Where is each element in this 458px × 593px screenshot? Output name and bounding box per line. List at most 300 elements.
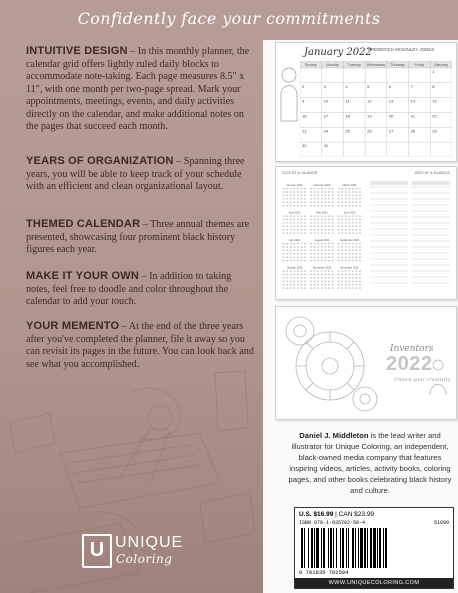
mini-day: [359, 281, 361, 282]
mini-day: [304, 216, 306, 217]
mini-day: [345, 195, 347, 196]
mini-day: [317, 284, 319, 285]
mini-day: [301, 229, 303, 230]
mini-day: [359, 260, 361, 261]
mini-day: [328, 222, 330, 223]
calendar-date: 29: [432, 128, 437, 134]
mini-day: [314, 253, 316, 254]
mini-day: [356, 229, 358, 230]
day-header-label: Saturday: [434, 63, 449, 67]
theme-year: 2022: [386, 353, 433, 375]
mini-day: [290, 277, 292, 278]
mini-day: [349, 281, 351, 282]
mini-day: [294, 257, 296, 258]
featured-figure-heading: FREDERICK MCKINLEY JONES: [368, 47, 435, 52]
mini-day: [301, 253, 303, 254]
mini-day: [328, 229, 330, 230]
barcode-bar: [336, 528, 337, 568]
mini-day: [328, 281, 330, 282]
isbn-line: [299, 520, 449, 526]
mini-day: [325, 253, 327, 254]
author-bio: [284, 430, 456, 496]
mini-day: [304, 195, 306, 196]
mini-day: [304, 274, 306, 275]
mini-day: [325, 202, 327, 203]
mini-day: [283, 219, 285, 220]
mini-month-title: May 2022: [316, 211, 328, 215]
mini-day: [352, 288, 354, 289]
mini-day: [349, 250, 351, 251]
mini-day: [321, 195, 323, 196]
mini-month-title: July 2022: [288, 239, 301, 242]
mini-day: [304, 271, 306, 272]
mini-day: [283, 281, 285, 282]
mini-day: [283, 202, 285, 203]
feature-years-of-organization: [26, 155, 254, 194]
mini-day: [341, 257, 343, 258]
mini-day: [341, 191, 343, 192]
mini-day: [359, 188, 361, 189]
mini-day: [328, 260, 330, 261]
mini-day: [325, 188, 327, 189]
mini-day: [310, 198, 312, 199]
mini-day: [286, 191, 288, 192]
mini-day: [314, 198, 316, 199]
calendar-date: 12: [367, 98, 372, 104]
mini-day: [283, 284, 285, 285]
mini-day: [314, 205, 316, 206]
mini-day: [349, 195, 351, 196]
mini-day: [359, 243, 361, 244]
mini-day: [356, 274, 358, 275]
mini-day: [297, 253, 299, 254]
mini-day: [338, 222, 340, 223]
mini-day: [290, 281, 292, 282]
barcode-bar: [323, 528, 325, 568]
mini-day: [332, 274, 334, 275]
mini-month-title: February 2022: [313, 184, 331, 187]
mini-calendars: [282, 183, 362, 293]
mini-day: [283, 198, 285, 199]
barcode-bar: [367, 528, 368, 568]
mini-day: [356, 226, 358, 227]
mini-day: [359, 191, 361, 192]
mini-day: [352, 274, 354, 275]
mini-day: [314, 188, 316, 189]
barcode-number: 9 781935 702504: [299, 569, 349, 576]
mini-day: [345, 191, 347, 192]
mini-day: [325, 260, 327, 261]
mini-day: [359, 195, 361, 196]
mini-day: [301, 243, 303, 244]
mini-day: [314, 288, 316, 289]
mini-day: [294, 284, 296, 285]
mini-day: [294, 188, 296, 189]
mini-day: [294, 233, 296, 234]
mini-day: [301, 219, 303, 220]
calendar-date: 6: [388, 83, 392, 89]
mini-day: [304, 205, 306, 206]
mini-day: [310, 284, 312, 285]
mini-day: [356, 277, 358, 278]
mini-day: [345, 271, 347, 272]
mini-day: [314, 271, 316, 272]
price-us: U.S. $16.99: [299, 511, 334, 518]
mini-day: [352, 202, 354, 203]
mini-day: [310, 233, 312, 234]
price-ca: CAN $23.99: [338, 511, 375, 518]
mini-day: [341, 198, 343, 199]
mini-day: [297, 202, 299, 203]
mini-day: [338, 277, 340, 278]
calendar-date: 24: [323, 128, 329, 134]
mini-day: [352, 195, 354, 196]
mini-day: [338, 271, 340, 272]
author-name: Daniel J. Middleton: [299, 431, 369, 440]
mini-day: [332, 198, 334, 199]
mini-day: [359, 257, 361, 258]
barcode-bar: [340, 528, 341, 568]
mini-day: [290, 222, 292, 223]
mini-day: [359, 277, 361, 278]
mini-day: [349, 219, 351, 220]
mini-day: [283, 226, 285, 227]
mini-day: [314, 246, 316, 247]
mini-day: [304, 277, 306, 278]
mini-day: [286, 243, 288, 244]
calendar-date: 2: [302, 83, 305, 89]
mini-day: [352, 246, 354, 247]
feature-intuitive-design: [26, 45, 254, 134]
mini-day: [359, 219, 361, 220]
barcode-bar: [308, 528, 309, 568]
mini-day: [310, 274, 312, 275]
mini-day: [301, 281, 303, 282]
mini-day: [325, 226, 327, 227]
mini-day: [341, 277, 343, 278]
mini-day: [332, 188, 334, 189]
mini-day: [297, 288, 299, 289]
mini-day: [338, 205, 340, 206]
mini-day: [332, 205, 334, 206]
mini-day: [301, 233, 303, 234]
mini-day: [321, 253, 323, 254]
mini-day: [325, 243, 327, 244]
mini-day: [325, 257, 327, 258]
mini-day: [310, 288, 312, 289]
mini-day: [352, 253, 354, 254]
mini-month-title: December 2022: [340, 266, 359, 270]
mini-day: [297, 281, 299, 282]
mini-day: [286, 277, 288, 278]
mini-day: [349, 202, 351, 203]
mini-day: [314, 281, 316, 282]
mini-day: [310, 243, 312, 244]
mini-day: [314, 233, 316, 234]
mini-day: [332, 260, 334, 261]
mini-day: [359, 226, 361, 227]
calendar-date: 10: [323, 98, 329, 104]
mini-day: [341, 274, 343, 275]
mini-day: [294, 271, 296, 272]
mini-day: [328, 216, 330, 217]
mini-day: [294, 250, 296, 251]
mini-day: [283, 260, 285, 261]
mini-day: [286, 288, 288, 289]
unique-coloring-logo: [82, 534, 202, 574]
mini-day: [317, 288, 319, 289]
mini-day: [356, 202, 358, 203]
mini-day: [328, 271, 330, 272]
mini-day: [290, 205, 292, 206]
day-header-label: Thursday: [390, 63, 406, 67]
mini-day: [328, 205, 330, 206]
day-header-label: Tuesday: [347, 63, 361, 67]
mini-day: [338, 195, 340, 196]
day-header-label: Friday: [414, 63, 425, 67]
mini-day: [301, 288, 303, 289]
calendar-date: 8: [432, 83, 435, 89]
mini-day: [290, 202, 292, 203]
feature-themed-calendar: [26, 218, 254, 257]
mini-day: [301, 191, 303, 192]
mini-day: [341, 216, 343, 217]
mini-day: [356, 257, 358, 258]
mini-day: [352, 271, 354, 272]
mini-day: [283, 246, 285, 247]
mini-day: [290, 198, 292, 199]
barcode-bar: [330, 528, 332, 568]
mini-day: [325, 246, 327, 247]
mini-day: [317, 260, 319, 261]
mini-day: [290, 271, 292, 272]
mini-day: [310, 195, 312, 196]
tagline-banner: [0, 0, 458, 40]
mini-day: [321, 257, 323, 258]
mini-day: [328, 246, 330, 247]
mini-day: [349, 226, 351, 227]
mini-day: [283, 205, 285, 206]
mini-day: [359, 198, 361, 199]
mini-day: [325, 288, 327, 289]
mini-day: [328, 226, 330, 227]
mini-day: [328, 188, 330, 189]
month-title: January 2022: [304, 47, 372, 58]
mini-day: [304, 229, 306, 230]
mini-day: [328, 243, 330, 244]
mini-day: [332, 222, 334, 223]
mini-day: [332, 243, 334, 244]
logo-wordmark-bottom: Coloring: [116, 552, 173, 566]
mini-day: [321, 216, 323, 217]
mini-day: [297, 222, 299, 223]
mini-day: [304, 198, 306, 199]
calendar-date: 30: [302, 143, 307, 149]
mini-day: [356, 219, 358, 220]
calendar-day-cell: [322, 68, 344, 83]
mini-day: [286, 271, 288, 272]
mini-day: [317, 253, 319, 254]
mini-day: [283, 250, 285, 251]
mini-day: [359, 205, 361, 206]
mini-day: [294, 281, 296, 282]
mini-day: [304, 219, 306, 220]
barcode-block: [294, 507, 454, 589]
mini-day: [325, 277, 327, 278]
mini-month-title: September 2022: [339, 239, 360, 242]
mini-day: [290, 253, 292, 254]
mini-day: [328, 253, 330, 254]
mini-day: [325, 229, 327, 230]
mini-day: [314, 219, 316, 220]
mini-day: [294, 202, 296, 203]
mini-day: [294, 288, 296, 289]
mini-day: [325, 219, 327, 220]
mini-day: [338, 198, 340, 199]
mini-day: [286, 229, 288, 230]
mini-day: [352, 284, 354, 285]
logo-wordmark-top: UNIQUE: [115, 534, 184, 551]
mini-day: [328, 250, 330, 251]
mini-day: [286, 257, 288, 258]
mini-month-title: August 2022: [314, 239, 330, 242]
mini-day: [321, 271, 323, 272]
mini-day: [359, 202, 361, 203]
barcode-bar: [316, 528, 319, 568]
barcode-bar: [321, 528, 322, 568]
mini-day: [314, 257, 316, 258]
mini-day: [338, 260, 340, 261]
mini-day: [294, 198, 296, 199]
mini-day: [286, 246, 288, 247]
mini-day: [349, 284, 351, 285]
mini-day: [297, 191, 299, 192]
mini-day: [310, 191, 312, 192]
mini-day: [283, 257, 285, 258]
theme-subtitle: Unlock your creativity: [394, 377, 451, 383]
mini-day: [301, 257, 303, 258]
mini-day: [341, 188, 343, 189]
mini-day: [345, 281, 347, 282]
mini-day: [317, 257, 319, 258]
mini-day: [321, 246, 323, 247]
calendar-grid: [300, 61, 452, 157]
mini-day: [290, 191, 292, 192]
calendar-date: 9: [302, 98, 305, 104]
calendar-date: 3: [323, 83, 326, 89]
mini-day: [349, 243, 351, 244]
mini-day: [283, 222, 285, 223]
mini-day: [283, 195, 285, 196]
mini-day: [359, 271, 361, 272]
mini-day: [317, 191, 319, 192]
mini-day: [338, 202, 340, 203]
mini-day: [356, 260, 358, 261]
mini-day: [317, 274, 319, 275]
barcode-bar: [360, 528, 363, 568]
mini-day: [349, 233, 351, 234]
mini-day: [345, 229, 347, 230]
mini-day: [310, 250, 312, 251]
mini-day: [356, 205, 358, 206]
barcode-bar: [355, 528, 356, 568]
mini-day: [321, 198, 323, 199]
mini-day: [338, 233, 340, 234]
mini-day: [359, 250, 361, 251]
mini-day: [321, 288, 323, 289]
mini-day: [349, 271, 351, 272]
mini-day: [332, 229, 334, 230]
mini-day: [286, 226, 288, 227]
calendar-date: 7: [410, 83, 413, 89]
mini-day: [325, 191, 327, 192]
feature-heading: YOUR MEMENTO: [26, 320, 120, 332]
mini-day: [338, 191, 340, 192]
mini-day: [304, 246, 306, 247]
calendar-date: 16: [302, 113, 307, 119]
mini-day: [352, 281, 354, 282]
mini-day: [297, 198, 299, 199]
mini-day: [317, 250, 319, 251]
mini-day: [328, 274, 330, 275]
calendar-date: 1: [432, 69, 435, 74]
mini-day: [310, 260, 312, 261]
mini-day: [338, 253, 340, 254]
mini-day: [352, 243, 354, 244]
mini-day: [310, 277, 312, 278]
mini-day: [314, 229, 316, 230]
mini-day: [297, 233, 299, 234]
day-header-label: Monday: [326, 63, 339, 67]
mini-day: [332, 233, 334, 234]
mini-day: [294, 253, 296, 254]
calendar-date: 20: [388, 113, 394, 119]
mini-day: [290, 226, 292, 227]
mini-day: [294, 222, 296, 223]
mini-day: [297, 277, 299, 278]
addon-code: 51699: [433, 520, 449, 526]
mini-day: [283, 191, 285, 192]
mini-day: [321, 229, 323, 230]
mini-day: [352, 188, 354, 189]
calendar-date: 15: [432, 98, 437, 104]
mini-day: [321, 284, 323, 285]
mini-day: [345, 198, 347, 199]
mini-day: [317, 233, 319, 234]
mini-day: [359, 253, 361, 254]
mini-day: [352, 260, 354, 261]
mini-day: [332, 257, 334, 258]
mini-day: [297, 229, 299, 230]
mini-day: [356, 188, 358, 189]
mini-day: [349, 191, 351, 192]
mini-day: [286, 281, 288, 282]
mini-day: [314, 226, 316, 227]
mini-day: [290, 260, 292, 261]
mini-day: [304, 281, 306, 282]
mini-day: [317, 202, 319, 203]
mini-day: [304, 222, 306, 223]
monthly-calendar-preview: [275, 42, 457, 162]
mini-day: [359, 274, 361, 275]
mini-day: [341, 271, 343, 272]
mini-day: [328, 219, 330, 220]
mini-day: [304, 188, 306, 189]
bio-text: is the lead writer and illustrator for Unique Coloring, an independent, black-owned media company that features inspiring videos, articles, activity books, coloring pages, and other books celebrating black history and culture.: [288, 431, 452, 495]
feature-heading: YEARS OF ORGANIZATION: [26, 155, 174, 167]
mini-day: [349, 188, 351, 189]
mini-day: [321, 205, 323, 206]
